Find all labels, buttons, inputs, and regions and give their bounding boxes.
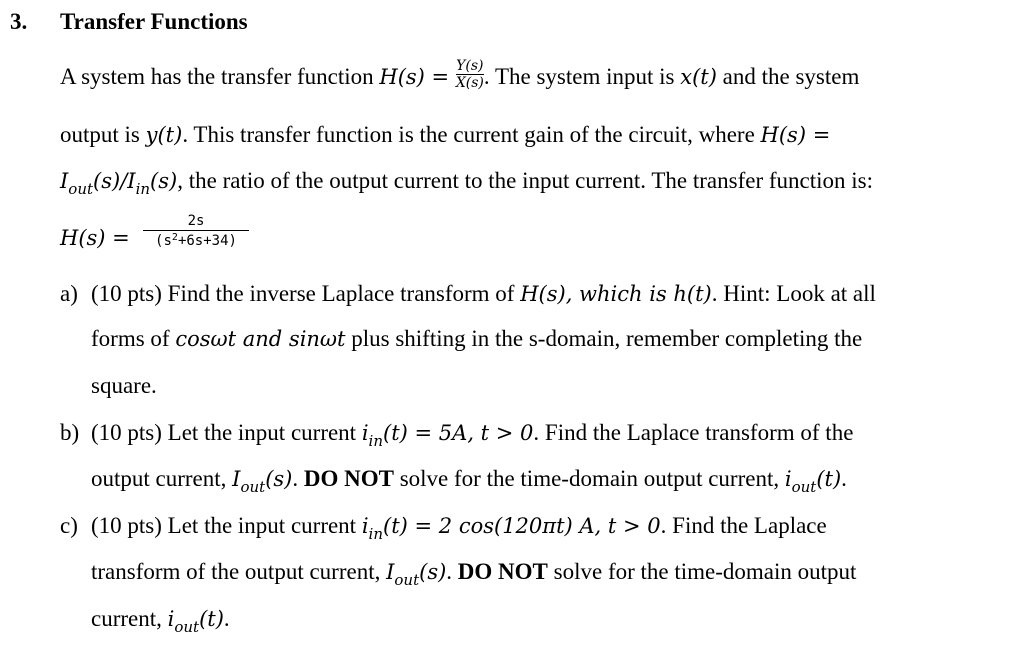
- math-i: i: [361, 421, 369, 445]
- math-H-s-equals: H(s) =: [760, 123, 831, 147]
- fraction-Y-over-X: [456, 58, 484, 91]
- part-b-label: b): [60, 420, 80, 445]
- points-label: (10 pts): [91, 513, 162, 538]
- part-c-line-2: [91, 558, 856, 588]
- part-text: Find the inverse Laplace transform of: [161, 281, 521, 306]
- part-a-line-3: square.: [91, 373, 157, 398]
- section-number: 3.: [10, 9, 28, 34]
- intro-period: .: [483, 63, 490, 89]
- math-inline: cosωt and sinωt: [175, 327, 346, 351]
- points-label: (10 pts): [91, 281, 162, 306]
- emphasis-do-not: DO NOT: [303, 466, 394, 491]
- tf-den-part: (s: [155, 233, 172, 249]
- part-text: output current,: [91, 466, 233, 491]
- math-subscript-out: out: [240, 478, 266, 496]
- intro-line-2: [60, 121, 830, 149]
- fraction-numerator: Y(s): [456, 58, 484, 74]
- part-text: Let the input current: [161, 420, 362, 445]
- math-t: (t): [199, 607, 224, 631]
- part-a-line-2: [91, 325, 862, 353]
- part-text: . Find the Laplace transform of the: [533, 420, 854, 445]
- part-text: transform of the output current,: [91, 559, 387, 584]
- math-I: I: [60, 169, 69, 193]
- intro-text: and the system: [716, 63, 860, 89]
- math-s: (s)/: [93, 169, 128, 193]
- part-text: . Hint: Look at all: [711, 281, 876, 306]
- part-b-line-2: [91, 465, 847, 495]
- transfer-function-lhs: [60, 224, 130, 252]
- part-c-label: c): [60, 513, 78, 538]
- part-text: plus shifting in the s-domain, remember completing the: [345, 326, 863, 351]
- tf-numerator: 2s: [187, 213, 205, 229]
- math-inline: (t) = 5A, t > 0: [383, 421, 534, 445]
- part-text: .: [841, 466, 847, 491]
- math-subscript-out: out: [174, 618, 200, 636]
- math-subscript-in: in: [368, 432, 384, 450]
- intro-text: output is: [60, 122, 146, 147]
- emphasis-do-not: DO NOT: [457, 559, 548, 584]
- intro-line-1: [60, 58, 860, 95]
- math-s: (s): [265, 467, 293, 491]
- part-b-line-1: [91, 419, 853, 449]
- part-text: current,: [91, 606, 168, 631]
- math-subscript-in: in: [135, 180, 151, 198]
- math-I: I: [127, 169, 136, 193]
- math-H-s: H(s): [379, 64, 425, 89]
- part-text: . Find the Laplace: [660, 513, 827, 538]
- intro-text: , the ratio of the output current to the input current. The transfer function is:: [177, 168, 873, 193]
- intro-line-3: [60, 167, 873, 197]
- math-i: i: [361, 514, 369, 538]
- math-inline: (t) = 2 cos(120πt) A, t > 0: [383, 514, 661, 538]
- intro-text: . This transfer function is the current gain of the circuit, where: [182, 122, 761, 147]
- math-subscript-in: in: [368, 525, 384, 543]
- math-x-t: x(t): [680, 64, 717, 89]
- math-equals: =: [424, 64, 456, 89]
- math-subscript-out: out: [68, 180, 94, 198]
- part-text: .: [223, 606, 230, 631]
- part-c-line-1: [91, 512, 827, 542]
- math-s: (s): [419, 560, 447, 584]
- math-I: I: [232, 467, 241, 491]
- intro-text: A system has the transfer function: [60, 63, 380, 89]
- transfer-function-fraction: [143, 212, 249, 253]
- math-inline: H(s), which is h(t): [520, 282, 712, 306]
- part-text: .: [292, 466, 304, 491]
- math-subscript-out: out: [394, 571, 420, 589]
- part-text: solve for the time-domain output current,: [393, 466, 785, 491]
- tf-denominator: [143, 231, 249, 253]
- math-H-s-equals: H(s) =: [60, 226, 130, 250]
- math-s: (s): [150, 169, 178, 193]
- tf-den-exponent: 2: [171, 232, 178, 243]
- part-a-label: a): [60, 281, 78, 306]
- part-text: solve for the time-domain output: [547, 559, 857, 584]
- math-i: i: [167, 607, 175, 631]
- part-text: .: [446, 559, 458, 584]
- math-t: (t): [816, 467, 842, 491]
- tf-den-part: +6s+34): [177, 233, 237, 249]
- fraction-denominator: X(s): [455, 75, 484, 91]
- math-I: I: [386, 560, 395, 584]
- section-title: Transfer Functions: [60, 9, 248, 34]
- part-text: forms of: [91, 326, 176, 351]
- points-label: (10 pts): [91, 420, 162, 445]
- math-subscript-out: out: [791, 478, 817, 496]
- part-c-line-3: [91, 605, 230, 635]
- intro-text: The system input is: [489, 63, 681, 89]
- part-a-line-1: [91, 280, 876, 308]
- math-i: i: [784, 467, 792, 491]
- part-text: Let the input current: [161, 513, 362, 538]
- math-y-t: y(t): [145, 123, 183, 147]
